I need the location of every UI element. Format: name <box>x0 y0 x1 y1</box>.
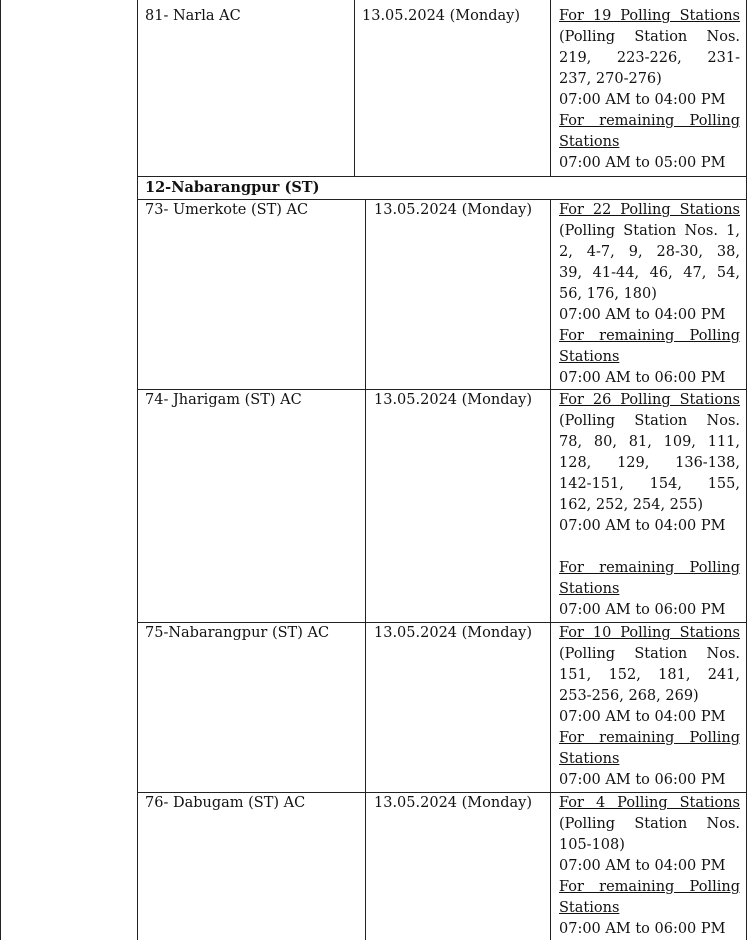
table-border-col2 <box>365 199 366 940</box>
station-list-line: 2, 4-7, 9, 28-30, 38, <box>559 244 740 260</box>
time-window-2: 07:00 AM to 06:00 PM <box>559 370 726 386</box>
station-list-line: 151, 152, 181, 241, <box>559 667 740 683</box>
poll-schedule <box>559 390 740 621</box>
table-border-narla-col2 <box>354 0 355 176</box>
station-list-line: 142-151, 154, 155, <box>559 476 740 492</box>
ac-name: 81- Narla AC <box>145 8 241 24</box>
schedule-heading: For 19 Polling Stations <box>559 8 740 24</box>
poll-schedule <box>559 623 740 791</box>
ac-name: 73- Umerkote (ST) AC <box>145 202 309 218</box>
remaining-heading: Stations <box>559 349 620 365</box>
table-border-col1 <box>137 0 138 940</box>
remaining-heading: Stations <box>559 751 620 767</box>
remaining-heading: Stations <box>559 134 620 150</box>
station-list-line: 162, 252, 254, 255) <box>559 497 704 513</box>
time-window-2: 07:00 AM to 05:00 PM <box>559 155 726 171</box>
time-window-2: 07:00 AM to 06:00 PM <box>559 602 726 618</box>
table-border-right-top <box>746 0 747 176</box>
time-window-2: 07:00 AM to 06:00 PM <box>559 772 726 788</box>
schedule-heading: For 10 Polling Stations <box>559 625 740 641</box>
station-list-line: 253-256, 268, 269) <box>559 688 699 704</box>
ac-name: 75-Nabarangpur (ST) AC <box>145 625 330 641</box>
station-list-line: 105-108) <box>559 837 625 853</box>
poll-date: 13.05.2024 (Monday) <box>374 202 532 218</box>
schedule-heading: For 26 Polling Stations <box>559 392 740 408</box>
remaining-heading: For remaining Polling <box>559 730 740 746</box>
schedule-heading: For 4 Polling Stations <box>559 795 740 811</box>
poll-schedule <box>559 200 740 389</box>
remaining-heading: For remaining Polling <box>559 560 740 576</box>
time-window-2: 07:00 AM to 06:00 PM <box>559 921 726 937</box>
table-border-right <box>746 199 747 940</box>
time-window-1: 07:00 AM to 04:00 PM <box>559 518 726 534</box>
ac-name: 76- Dabugam (ST) AC <box>145 795 306 811</box>
table-border-col3 <box>550 199 551 940</box>
time-window-1: 07:00 AM to 04:00 PM <box>559 709 726 725</box>
station-list-line: 39, 41-44, 46, 47, 54, <box>559 265 740 281</box>
station-list-line: (Polling Station Nos. <box>559 646 740 662</box>
pc-heading: 12-Nabarangpur (ST) <box>145 179 320 196</box>
table-border-col3-top <box>550 0 551 176</box>
remaining-heading: Stations <box>559 581 620 597</box>
poll-date: 13.05.2024 (Monday) <box>374 625 532 641</box>
station-list-line: (Polling Station Nos. <box>559 29 740 45</box>
remaining-heading: For remaining Polling <box>559 113 740 129</box>
remaining-heading: For remaining Polling <box>559 879 740 895</box>
poll-date: 13.05.2024 (Monday) <box>374 392 532 408</box>
poll-date: 13.05.2024 (Monday) <box>374 795 532 811</box>
poll-schedule <box>559 6 740 174</box>
time-window-1: 07:00 AM to 04:00 PM <box>559 92 726 108</box>
remaining-heading: Stations <box>559 900 620 916</box>
table-border-left <box>0 0 1 940</box>
blank-line <box>559 537 740 558</box>
station-list-line: 237, 270-276) <box>559 71 662 87</box>
station-list-line: (Polling Station Nos. 1, <box>559 223 740 239</box>
station-list-line: (Polling Station Nos. <box>559 816 740 832</box>
poll-schedule <box>559 793 740 940</box>
ac-name: 74- Jharigam (ST) AC <box>145 392 302 408</box>
station-list-line: 128, 129, 136-138, <box>559 455 740 471</box>
station-list-line: (Polling Station Nos. <box>559 413 740 429</box>
station-list-line: 56, 176, 180) <box>559 286 657 302</box>
station-list-line: 219, 223-226, 231- <box>559 50 740 66</box>
schedule-heading: For 22 Polling Stations <box>559 202 740 218</box>
table-border-right-pc <box>746 176 747 199</box>
time-window-1: 07:00 AM to 04:00 PM <box>559 858 726 874</box>
time-window-1: 07:00 AM to 04:00 PM <box>559 307 726 323</box>
poll-date: 13.05.2024 (Monday) <box>362 8 520 24</box>
station-list-line: 78, 80, 81, 109, 111, <box>559 434 740 450</box>
remaining-heading: For remaining Polling <box>559 328 740 344</box>
